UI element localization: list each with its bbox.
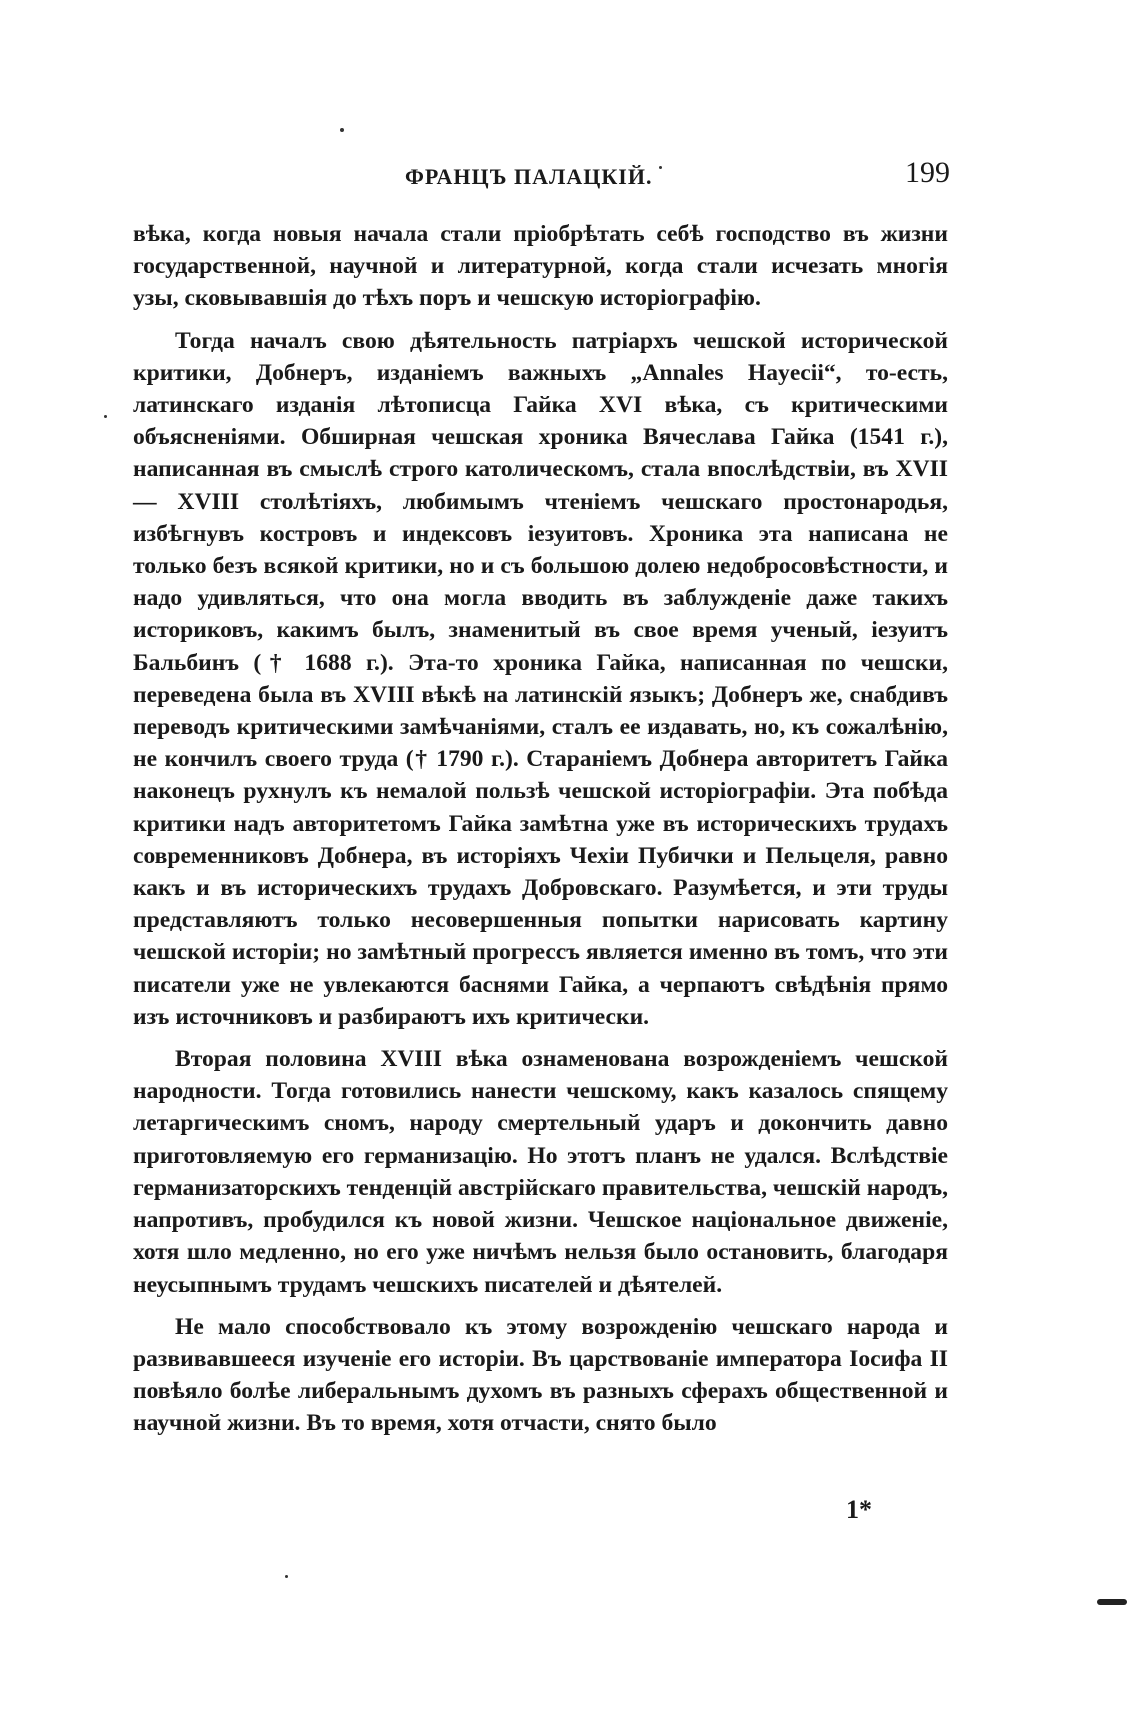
page-header [130, 156, 950, 196]
speck-mark [659, 166, 662, 169]
paragraph-dobner: Тогда началъ свою дѣятельность патріархъ чешской исторической критики, Добнеръ, изданіемъ важныхъ „Annales Hayecii“, то-есть, латинскаго изданія лѣтописца Гайка XVI вѣка, съ критическими объясненіями. Обширная чешская хроника Вячеслава Гайка (1541 г.), написанная въ смыслѣ строго католическомъ, стала впослѣдствіи, въ XVII — XVIII столѣтіяхъ, любимымъ чтеніемъ чешскаго простонародья, избѣгнувъ костровъ и индексовъ іезуитовъ. Хроника эта написана не только безъ всякой критики, но и съ большою долею недобросовѣстности, и надо удивляться, что она могла вводить въ заблужденіе даже такихъ историковъ, какимъ былъ, знаменитый въ свое время ученый, іезуитъ Бальбинъ († 1688 г.). Эта-то хроника Гайка, написанная по чешски, переведена была въ XVIII вѣкѣ на латинскій языкъ; Добнеръ же, снабдивъ переводъ критическими замѣчаніями, сталъ ее издавать, но, къ сожалѣнію, не кончилъ своего труда († 1790 г.). Стараніемъ Добнера авторитетъ Гайка наконецъ рухнулъ къ немалой пользѣ чешской исторіографіи. Эта побѣда критики надъ авторитетомъ Гайка замѣтна уже въ историческихъ трудахъ современниковъ Добнера, въ исторіяхъ Чехіи Пубички и Пельцеля, равно какъ и въ историческихъ трудахъ Добровскаго. Разумѣется, и эти труды представляютъ только несовершенныя попытки нарисовать картину чешской исторіи; но замѣтный прогрессъ является именно въ томъ, что эти писатели уже не увлекаются баснями Гайка, а черпаютъ свѣдѣнія прямо изъ источниковъ и разбираютъ ихъ критически. [133, 327, 948, 1030]
running-title: ФРАНЦЪ ПАЛАЦКІЙ. [405, 164, 653, 189]
signature-mark: 1* [846, 1495, 872, 1524]
paragraph-continuation: вѣка, когда новыя начала стали пріобрѣтать себѣ господство въ жизни государственной, научной и литературной, когда стали исчезать многія узы, сковывавшія до тѣхъ поръ и чешскую исторіографію. [133, 221, 948, 312]
speck-mark [340, 128, 344, 132]
speck-mark [285, 1575, 288, 1578]
speck-mark [104, 415, 107, 418]
dash-mark [1097, 1599, 1127, 1605]
paragraph-revival: Вторая половина XVIII вѣка ознаменована возрожденіемъ чешской народности. Тогда готовились нанести чешскому, какъ казалось спящему летаргическимъ сномъ, народу смертельный ударъ и докончить давно приготовляемую его германизацію. Но этотъ планъ не удался. Вслѣдствіе германизаторскихъ тенденцій австрійскаго правительства, чешскій народъ, напротивъ, пробудился къ новой жизни. Чешское національное движеніе, хотя шло медленно, но его уже ничѣмъ нельзя было остановить, благодаря неусыпнымъ трудамъ чешскихъ писателей и дѣятелей. [133, 1046, 948, 1298]
paragraph-joseph-ii: Не мало способствовало къ этому возрожденію чешскаго народа и развивавшееся изученіе его исторіи. Въ царствованіе императора Іосифа II повѣяло болѣе либеральнымъ духомъ въ разныхъ сферахъ общественной и научной жизни. Въ то время, хотя отчасти, снято было [133, 1313, 948, 1437]
body-text [133, 218, 948, 1440]
page-number: 199 [905, 156, 950, 189]
